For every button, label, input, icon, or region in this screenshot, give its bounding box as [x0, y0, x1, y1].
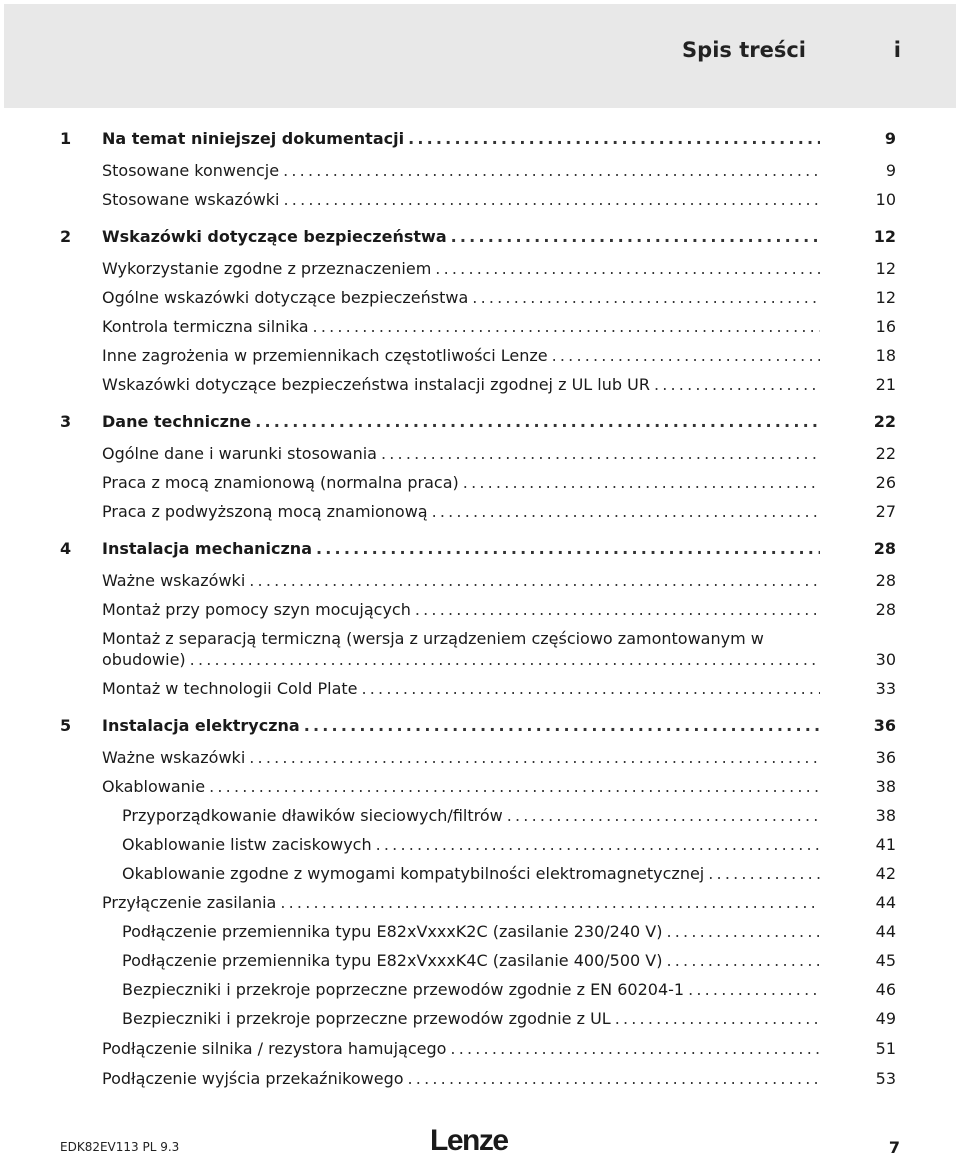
toc-entry[interactable]: [0, 470, 960, 496]
toc-entry[interactable]: [0, 314, 960, 340]
dot-leader: [408, 1066, 820, 1092]
toc-entry[interactable]: [0, 343, 960, 369]
toc-chapter-number: 5: [60, 716, 72, 735]
dot-leader: [280, 890, 820, 916]
toc-page-number[interactable]: 22: [873, 412, 896, 431]
toc-entry-title[interactable]: Okablowanie zgodne z wymogami kompatybilności elektromagnetycznej: [122, 864, 705, 883]
toc-entry-line: [102, 126, 820, 152]
toc-page-number[interactable]: 28: [875, 600, 896, 619]
toc-entry-line: [102, 676, 820, 702]
toc-entry-line: [102, 499, 820, 525]
dot-leader: [209, 774, 820, 800]
toc-entry-title[interactable]: Wykorzystanie zgodne z przeznaczeniem: [102, 259, 432, 278]
toc-entry-line: [102, 158, 820, 184]
toc-entry-line: [102, 713, 820, 739]
toc-entry[interactable]: [0, 256, 960, 282]
toc-entry[interactable]: [0, 597, 960, 623]
toc-page-number[interactable]: 22: [875, 444, 896, 463]
dot-leader: [408, 126, 820, 152]
toc-entry-line: [102, 343, 820, 369]
dot-leader: [507, 803, 820, 829]
toc-entry-title[interactable]: Wskazówki dotyczące bezpieczeństwa instalacji zgodnej z UL lub UR: [102, 375, 650, 394]
dot-leader: [361, 676, 820, 702]
toc-entry-title[interactable]: Praca z mocą znamionową (normalna praca): [102, 473, 459, 492]
toc-entry-title[interactable]: Podłączenie przemiennika typu E82xVxxxK4C (zasilanie 400/500 V): [122, 951, 663, 970]
toc-entry[interactable]: [0, 372, 960, 398]
toc-chapter-number: 1: [60, 129, 72, 148]
toc-page-number[interactable]: 46: [875, 980, 896, 999]
dot-leader: [654, 372, 820, 398]
toc-entry-title[interactable]: Na temat niniejszej dokumentacji: [102, 129, 405, 148]
toc-entry-title[interactable]: Podłączenie przemiennika typu E82xVxxxK2C (zasilanie 230/240 V): [122, 922, 663, 941]
toc-entry-title[interactable]: Kontrola termiczna silnika: [102, 317, 309, 336]
toc-entry[interactable]: [0, 948, 960, 974]
toc-page-number[interactable]: 30: [875, 650, 896, 669]
toc-entry-line: [122, 803, 820, 829]
toc-entry-title[interactable]: Przyporządkowanie dławików sieciowych/filtrów: [122, 806, 503, 825]
dot-leader: [313, 314, 820, 340]
toc-entry-line: [122, 832, 820, 858]
toc-page-number[interactable]: 44: [875, 922, 896, 941]
dot-leader: [255, 409, 820, 435]
toc-entry-line: [122, 948, 820, 974]
toc-page-number[interactable]: 28: [873, 539, 896, 558]
toc-chapter-number: 4: [60, 539, 72, 558]
dot-leader: [381, 441, 820, 467]
page-header: [4, 4, 956, 108]
toc-entry-line: [122, 919, 820, 945]
toc-entry[interactable]: [0, 919, 960, 945]
toc-page-number[interactable]: 36: [873, 716, 896, 735]
toc-page-number[interactable]: 36: [875, 748, 896, 767]
toc-page-number[interactable]: 41: [875, 835, 896, 854]
toc-entry-title[interactable]: Okablowanie listw zaciskowych: [122, 835, 372, 854]
toc-entry[interactable]: [0, 774, 960, 800]
toc-entry-line: [102, 745, 820, 771]
toc-entry-line: [102, 568, 820, 594]
toc-entry-title[interactable]: Stosowane konwencje: [102, 161, 280, 180]
toc-entry[interactable]: [0, 1036, 960, 1062]
toc-entry-line: [122, 861, 820, 887]
toc-entry[interactable]: [0, 832, 960, 858]
toc-page-number[interactable]: 12: [875, 288, 896, 307]
toc-page-number[interactable]: 12: [875, 259, 896, 278]
toc-chapter-number: 2: [60, 227, 72, 246]
toc-entry[interactable]: [0, 1006, 960, 1032]
toc-entry[interactable]: [0, 158, 960, 184]
toc-page-number[interactable]: 10: [875, 190, 896, 209]
footer-doc-code: EDK82EV113 PL 9.3: [60, 1140, 180, 1154]
toc-entry-title[interactable]: Ogólne dane i warunki stosowania: [102, 444, 377, 463]
header-section-marker: i: [893, 38, 901, 62]
dot-leader: [435, 256, 820, 282]
dot-leader: [463, 470, 820, 496]
toc-entry-title[interactable]: Podłączenie wyjścia przekaźnikowego: [102, 1069, 404, 1088]
toc-entry[interactable]: [0, 126, 960, 152]
toc-entry[interactable]: [0, 441, 960, 467]
toc-entry-title[interactable]: Montaż w technologii Cold Plate: [102, 679, 358, 698]
dot-leader: [615, 1006, 820, 1032]
dot-leader: [666, 948, 820, 974]
toc-entry[interactable]: [0, 536, 960, 562]
toc-entry-line: [102, 285, 820, 311]
dot-leader: [316, 536, 820, 562]
toc-entry-title[interactable]: Okablowanie: [102, 777, 206, 796]
toc-entry-title[interactable]: Dane techniczne: [102, 412, 252, 431]
toc-entry-title[interactable]: Instalacja elektryczna: [102, 716, 300, 735]
toc-entry-title[interactable]: Inne zagrożenia w przemiennikach częstotliwości Lenze: [102, 346, 548, 365]
dot-leader: [283, 158, 820, 184]
toc-page-number[interactable]: 33: [875, 679, 896, 698]
toc-entry[interactable]: [0, 676, 960, 702]
toc-entry[interactable]: [0, 1066, 960, 1092]
dot-leader: [688, 977, 820, 1003]
toc-entry-title[interactable]: Podłączenie silnika / rezystora hamującego: [102, 1039, 447, 1058]
dot-leader: [284, 187, 821, 213]
toc-entry-line: [102, 314, 820, 340]
toc-page-number[interactable]: 16: [875, 317, 896, 336]
dot-leader: [376, 832, 820, 858]
toc-entry-line: [102, 224, 820, 250]
toc-entry[interactable]: [0, 890, 960, 916]
toc-entry-title[interactable]: Ogólne wskazówki dotyczące bezpieczeństwa: [102, 288, 469, 307]
toc-entry-title[interactable]: Ważne wskazówki: [102, 748, 246, 767]
toc-entry-title-first-line[interactable]: Montaż z separacją termiczną (wersja z urządzeniem częściowo zamontowanym w: [102, 629, 764, 648]
toc-entry-line: [102, 597, 820, 623]
toc-entry-title[interactable]: Instalacja mechaniczna: [102, 539, 312, 558]
toc-entry-line: [102, 372, 820, 398]
toc-entry[interactable]: [0, 803, 960, 829]
toc-entry-title[interactable]: Stosowane wskazówki: [102, 190, 280, 209]
toc-entry-line: [122, 977, 820, 1003]
dot-leader: [451, 224, 820, 250]
toc-entry-title[interactable]: Montaż przy pomocy szyn mocujących: [102, 600, 411, 619]
toc-page-number[interactable]: 12: [873, 227, 896, 246]
toc-entry[interactable]: [0, 977, 960, 1003]
dot-leader: [708, 861, 820, 887]
toc-entry[interactable]: [0, 187, 960, 213]
dot-leader: [552, 343, 820, 369]
toc-entry-title[interactable]: Bezpieczniki i przekroje poprzeczne przewodów zgodnie z UL: [122, 1009, 611, 1028]
toc-entry-line: [102, 1036, 820, 1062]
toc-entry-title[interactable]: Przyłączenie zasilania: [102, 893, 277, 912]
toc-entry[interactable]: [0, 285, 960, 311]
dot-leader: [415, 597, 820, 623]
toc-entry-line: [102, 441, 820, 467]
header-title: Spis treści: [682, 38, 806, 62]
toc-entry-line: [102, 470, 820, 496]
toc-page-number[interactable]: 26: [875, 473, 896, 492]
dot-leader: [472, 285, 820, 311]
toc-page-number[interactable]: 38: [875, 806, 896, 825]
toc-entry[interactable]: [0, 568, 960, 594]
toc-page-number[interactable]: 9: [885, 161, 896, 180]
toc-entry[interactable]: [0, 861, 960, 887]
toc-entry-line: [102, 187, 820, 213]
toc-entry[interactable]: [0, 713, 960, 739]
toc-page-number[interactable]: 51: [875, 1039, 896, 1058]
toc-entry-line: [102, 409, 820, 435]
dot-leader: [432, 499, 820, 525]
toc-entry-line: [102, 774, 820, 800]
toc-page-number[interactable]: 45: [875, 951, 896, 970]
toc-page-number[interactable]: 28: [875, 571, 896, 590]
toc-page-number[interactable]: 9: [884, 129, 896, 148]
toc-page-number[interactable]: 38: [875, 777, 896, 796]
footer-page-number: 7: [888, 1138, 900, 1157]
toc-page-number[interactable]: 42: [875, 864, 896, 883]
toc-entry[interactable]: [0, 409, 960, 435]
toc-entry-title[interactable]: Wskazówki dotyczące bezpieczeństwa: [102, 227, 447, 246]
toc-entry-line: [102, 536, 820, 562]
toc-entry-line: [102, 890, 820, 916]
toc-entry-line: [122, 1006, 820, 1032]
dot-leader: [249, 568, 820, 594]
toc-entry[interactable]: [0, 224, 960, 250]
lenze-logo: Lenze: [430, 1124, 508, 1157]
toc-entry[interactable]: [0, 499, 960, 525]
dot-leader: [249, 745, 820, 771]
toc-page-number[interactable]: 53: [875, 1069, 896, 1088]
toc-entry-title[interactable]: Bezpieczniki i przekroje poprzeczne przewodów zgodnie z EN 60204-1: [122, 980, 685, 999]
toc-entry-title[interactable]: obudowie): [102, 650, 186, 669]
toc-entry-title[interactable]: Praca z podwyższoną mocą znamionową: [102, 502, 428, 521]
toc-chapter-number: 3: [60, 412, 72, 431]
toc-entry[interactable]: [0, 745, 960, 771]
toc-page-number[interactable]: 27: [875, 502, 896, 521]
toc-page-number[interactable]: 21: [875, 375, 896, 394]
toc-page-number[interactable]: 44: [875, 893, 896, 912]
dot-leader: [450, 1036, 820, 1062]
toc-page-number[interactable]: 18: [875, 346, 896, 365]
toc-page-number[interactable]: 49: [875, 1009, 896, 1028]
dot-leader: [304, 713, 820, 739]
toc-entry-line: [102, 1066, 820, 1092]
toc-entry-line: [102, 256, 820, 282]
dot-leader: [666, 919, 820, 945]
toc-entry-title[interactable]: Ważne wskazówki: [102, 571, 246, 590]
